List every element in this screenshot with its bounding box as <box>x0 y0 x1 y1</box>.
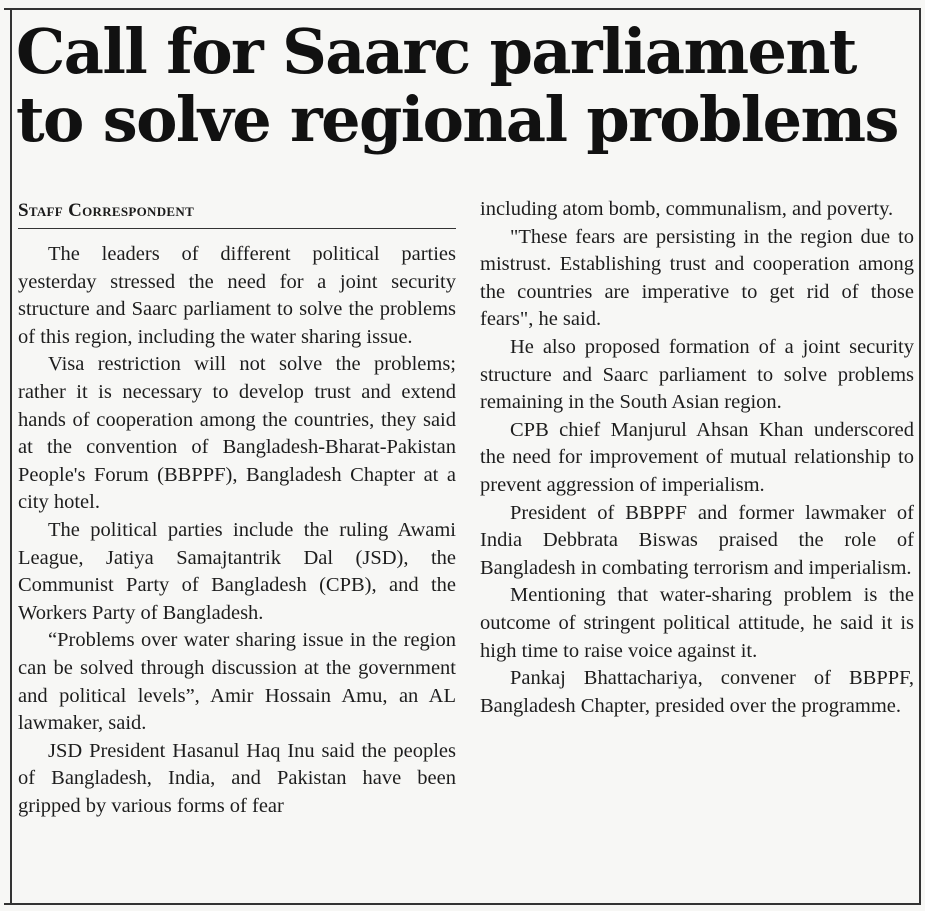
paragraph: The political parties include the ruling Awami League, Jatiya Samajtantrik Dal (JSD), the Communist Party of Bangladesh (CPB), and the Workers Party of Bangladesh. <box>18 518 456 624</box>
headline: Call for Saarc parliament to solve regional problems <box>16 15 898 156</box>
byline: Staff Correspondent <box>18 200 456 229</box>
paragraph: Mentioning that water-sharing problem is the outcome of stringent political attitude, he said it is high time to raise voice against it. <box>480 584 914 662</box>
article-column-left <box>18 241 456 820</box>
left-rule <box>10 8 12 903</box>
top-rule <box>4 8 921 10</box>
paragraph-continued: including atom bomb, communalism, and poverty. <box>480 198 894 220</box>
paragraph: JSD President Hasanul Haq Inu said the peoples of Bangladesh, India, and Pakistan have been gripped by various forms of fear <box>18 739 456 817</box>
paragraph: The leaders of different political parties yesterday stressed the need for a joint security structure and Saarc parliament to solve the problems of this region, including the water sharing issue. <box>18 243 456 348</box>
bottom-rule <box>4 903 921 905</box>
paragraph: Visa restriction will not solve the problems; rather it is necessary to develop trust and extend hands of cooperation among the countries, they said at the convention of Bangladesh-Bharat-Pakistan People's Forum (BBPPF), Bangladesh Chapter at a city hotel. <box>18 353 456 514</box>
paragraph: “Problems over water sharing issue in the region can be solved through discussion at the government and political levels”, Amir Hossain Amu, an AL lawmaker, said. <box>18 629 456 735</box>
paragraph: He also proposed formation of a joint security structure and Saarc parliament to solve problems remaining in the South Asian region. <box>480 335 914 414</box>
article-column-right <box>480 196 914 720</box>
paragraph: Pankaj Bhattachariya, convener of BBPPF, Bangladesh Chapter, presided over the programme. <box>480 667 914 717</box>
paragraph: President of BBPPF and former lawmaker of India Debbrata Biswas praised the role of Bangladesh in combating terrorism and imperialism. <box>480 501 914 579</box>
paragraph: "These fears are persisting in the region due to mistrust. Establishing trust and cooperation among the countries are imperative to get rid of those fears", he said. <box>480 225 914 331</box>
right-rule <box>919 8 921 903</box>
paragraph: CPB chief Manjurul Ahsan Khan underscored the need for improvement of mutual relationship to prevent aggression of imperialism. <box>480 418 914 496</box>
